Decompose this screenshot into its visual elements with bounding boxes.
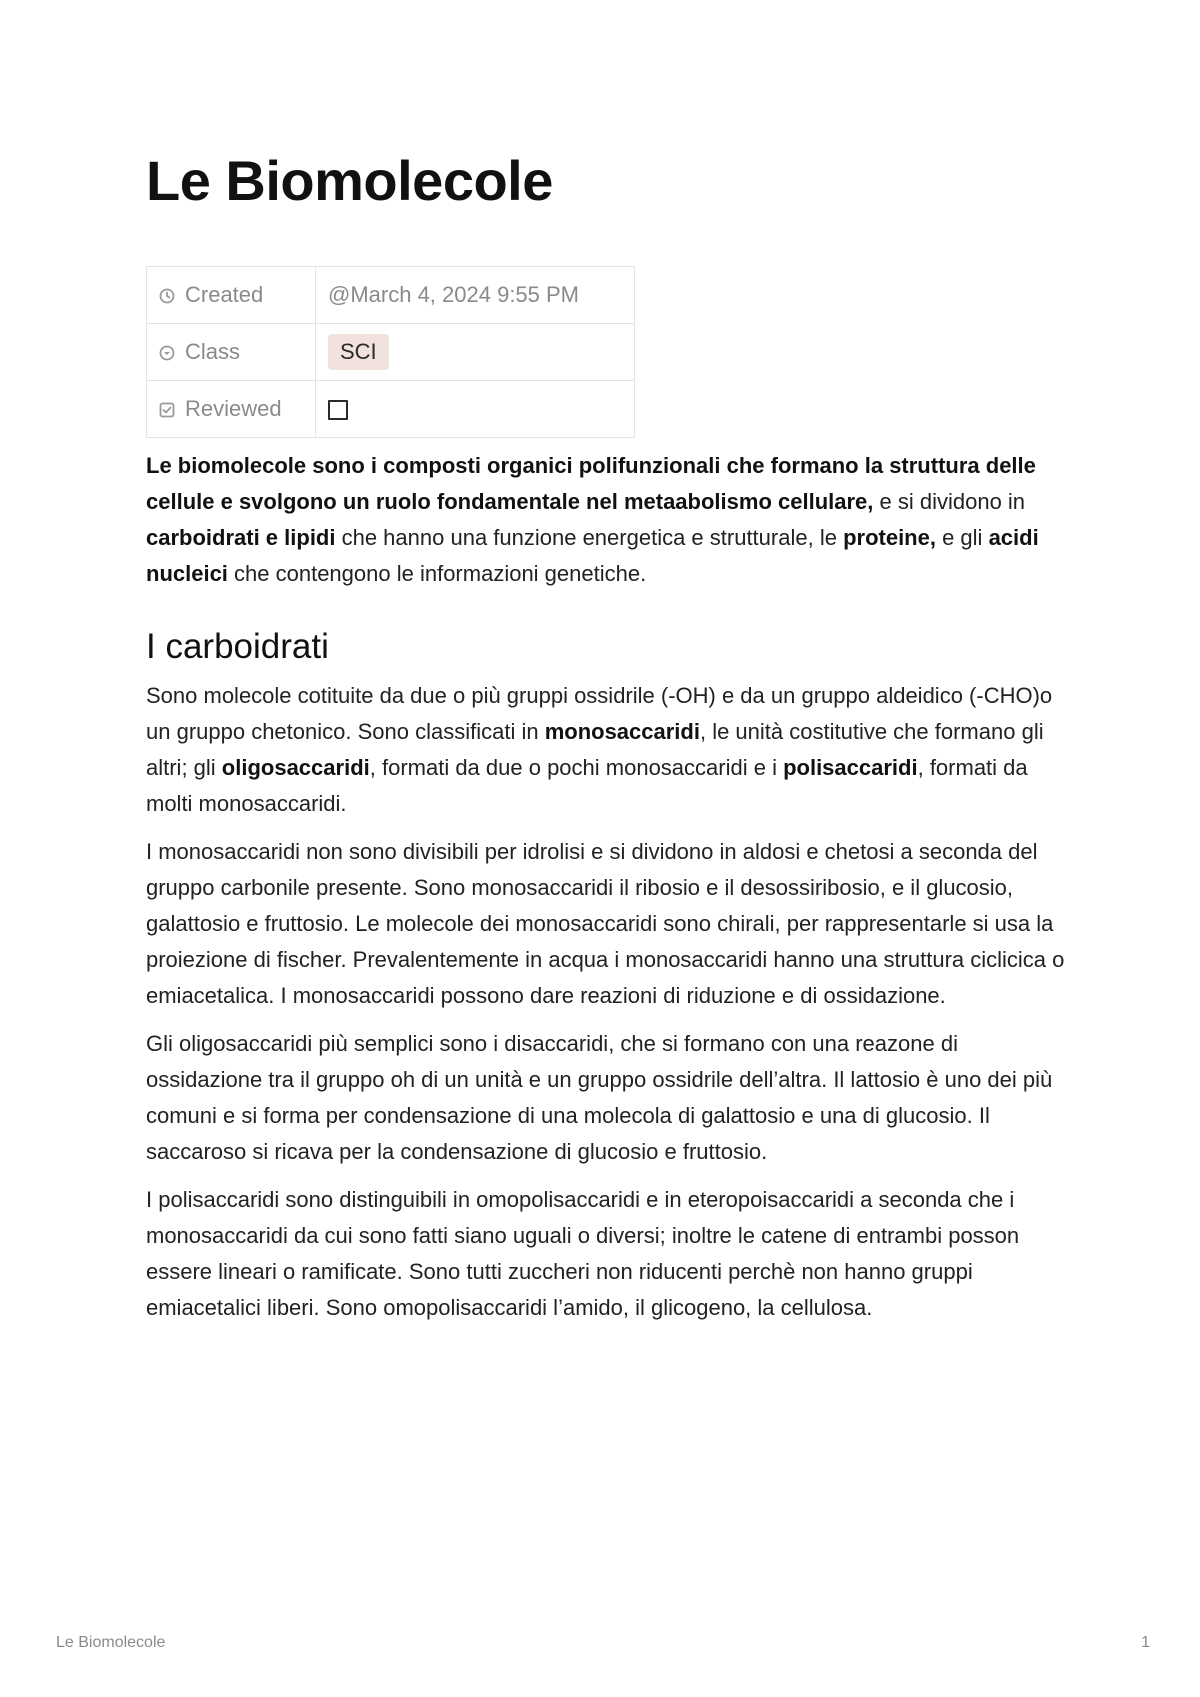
text: e si dividono in: [873, 489, 1026, 514]
bold-text: carboidrati e lipidi: [146, 525, 336, 550]
text: , le unità costitutive che formano gli altri; gli: [146, 719, 1044, 780]
bold-text: proteine,: [843, 525, 936, 550]
bold-text: monosaccaridi: [544, 719, 700, 744]
text: , formati da due o pochi monosaccaridi e i: [369, 755, 784, 780]
page-content: [146, 448, 1066, 1338]
property-key-reviewed: [147, 381, 316, 438]
bold-text: Le biomolecole sono i composti organici polifunzionali che formano la struttura delle cellule e svolgono un ruolo fondamentale nel metaabolismo cellulare,: [146, 453, 1036, 514]
property-value-reviewed: [316, 381, 635, 438]
property-label: Created: [185, 282, 264, 307]
bold-text: polisaccaridi: [783, 755, 918, 780]
text: che hanno una funzione energetica e strutturale, le: [335, 525, 844, 550]
text: e gli: [935, 525, 989, 550]
footer-page-number: 1: [1141, 1634, 1150, 1651]
intro-paragraph: [146, 448, 1066, 592]
paragraph: I monosaccaridi non sono divisibili per idrolisi e si dividono in aldosi e chetosi a seconda del gruppo carbonile presente. Sono monosaccaridi il ribosio e il desossiribosio, e il glucosio, galattosio e fruttosio. Le molecole dei monosaccaridi sono chirali, per rappresentarle si usa la proiezione di fischer. Prevalentemente in acqua i monosaccaridi hanno una struttura ciclicica o emiacetalica. I monosaccaridi possono dare reazioni di riduzione e di ossidazione.: [146, 839, 1065, 1008]
section-heading: I carboidrati: [146, 627, 329, 666]
footer-doc-name: Le Biomolecole: [56, 1634, 166, 1651]
checkbox-icon: [159, 402, 175, 418]
property-key-class: [147, 324, 316, 381]
reviewed-checkbox[interactable]: [328, 400, 348, 420]
property-value-class[interactable]: [316, 324, 635, 381]
select-icon: [159, 345, 175, 361]
paragraph: Gli oligosaccaridi più semplici sono i disaccaridi, che si formano con una reazone di ossidazione tra il gruppo oh di un unità e un gruppo ossidrile dell’altra. Il lattosio è uno dei più comuni e si forma per condensazione di una molecola di galattosio e una di glucosio. Il saccaroso si ricava per la condensazione di glucosio e fruttosio.: [146, 1031, 1053, 1164]
page-title: Le Biomolecole: [146, 149, 553, 212]
text: che contengono le informazioni genetiche.: [227, 561, 647, 586]
bold-text: acidi nucleici: [146, 525, 1039, 586]
properties-table: [146, 266, 635, 438]
clock-icon: [159, 288, 175, 304]
property-key-created: [147, 267, 316, 324]
property-row-reviewed: [147, 381, 635, 438]
text: , formati da molti monosaccaridi.: [146, 755, 1028, 816]
property-value-created[interactable]: @March 4, 2024 9:55 PM: [316, 267, 635, 324]
property-row-class: [147, 324, 635, 381]
paragraph: I polisaccaridi sono distinguibili in omopolisaccaridi e in eteropoisaccaridi a seconda che i monosaccaridi da cui sono fatti siano uguali o diversi; inoltre le catene di entrambi posson essere lineari o ramificate. Sono tutti zuccheri non riducenti perchè non hanno gruppi emiacetalici liberi. Sono omopolisaccaridi l’amido, il glicogeno, la cellulosa.: [146, 1187, 1020, 1320]
class-tag[interactable]: SCI: [328, 334, 389, 370]
property-label: Class: [185, 339, 241, 364]
property-label: Reviewed: [185, 396, 282, 421]
text: Sono molecole cotituite da due o più gruppi ossidrile (-OH) e da un gruppo aldeidico (-CHO)o un gruppo chetonico. Sono classificati in: [146, 683, 1053, 744]
bold-text: oligosaccaridi: [221, 755, 370, 780]
paragraph: [146, 678, 1066, 822]
property-row-created: [147, 267, 635, 324]
